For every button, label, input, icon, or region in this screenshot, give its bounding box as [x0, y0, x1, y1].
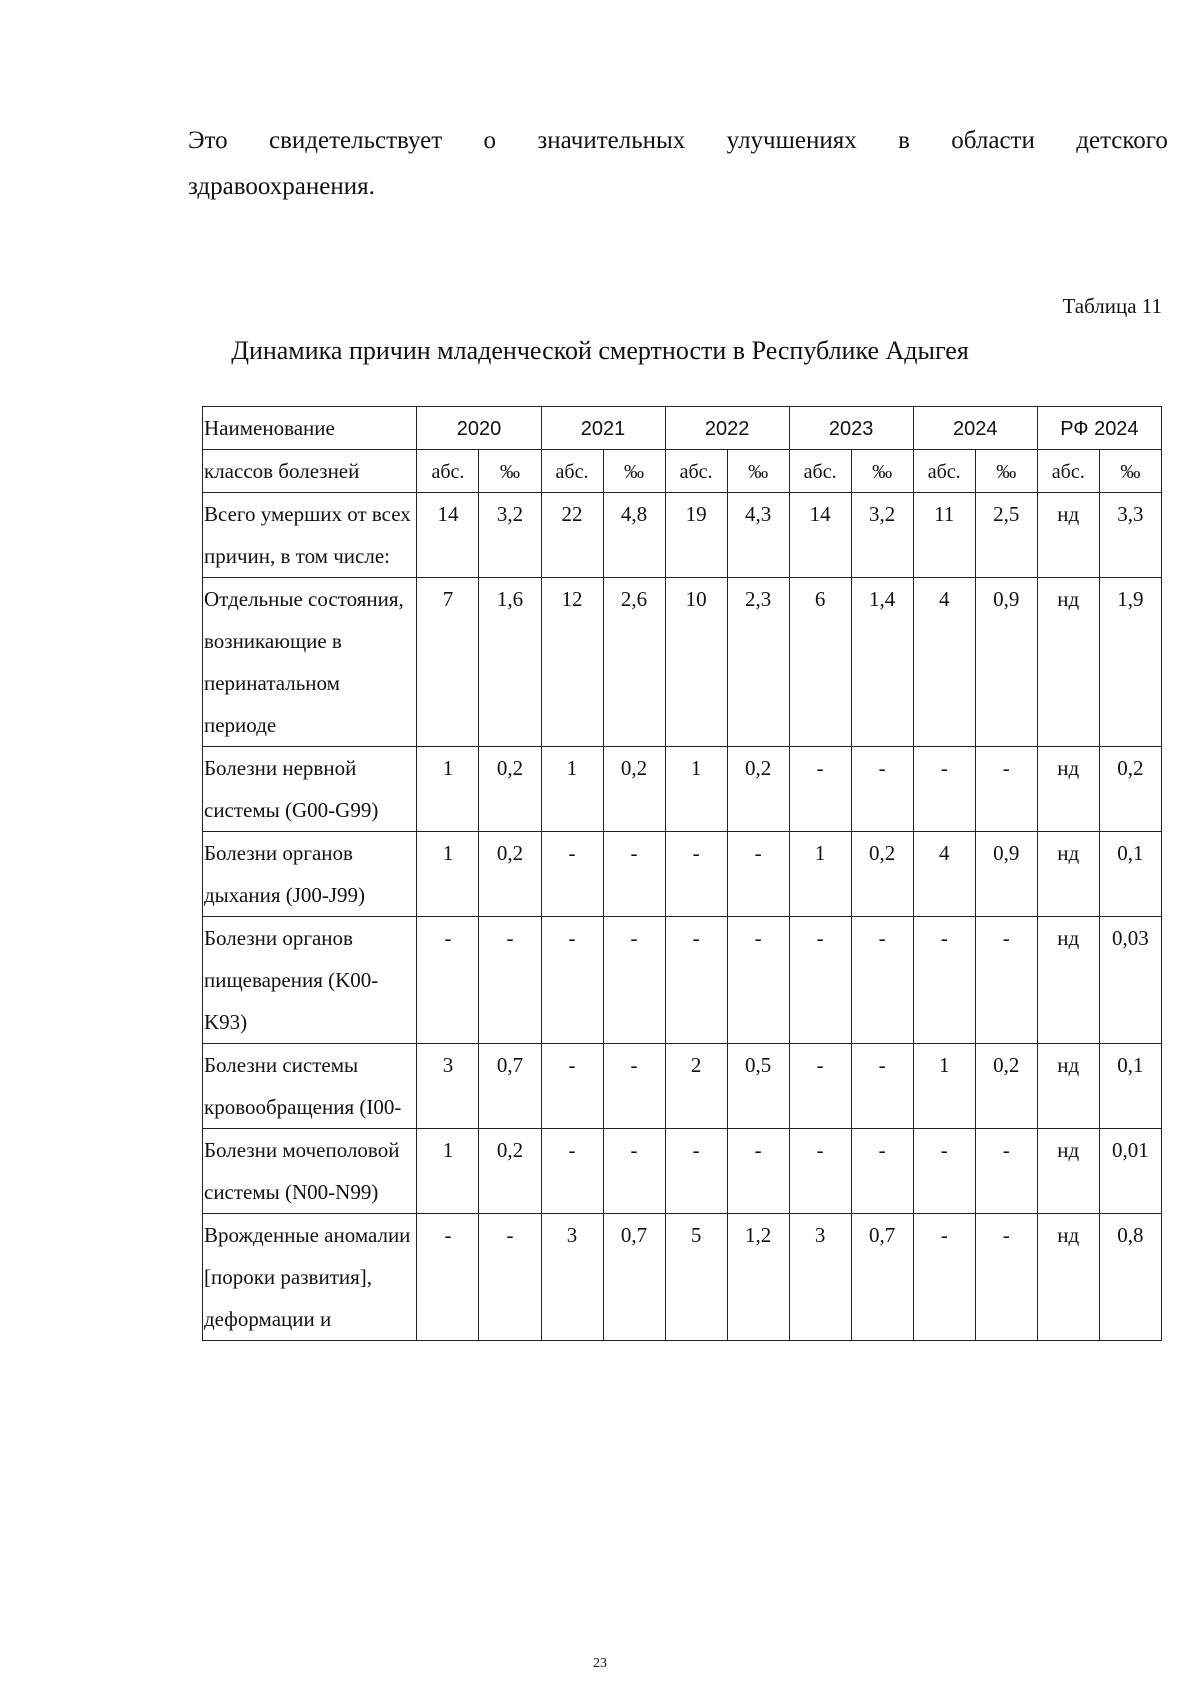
value-cell: 0,7 [851, 1214, 913, 1341]
value-cell: - [541, 1129, 603, 1214]
value-cell: - [603, 1129, 665, 1214]
value-cell: - [665, 832, 727, 917]
subheader-cell: абс. [665, 450, 727, 493]
intro-word: Это [188, 127, 228, 154]
value-cell: 7 [417, 578, 479, 747]
value-cell: - [913, 1214, 975, 1341]
value-cell: - [913, 747, 975, 832]
name-header-line1: Наименование [204, 416, 335, 440]
value-cell: - [541, 832, 603, 917]
value-cell: 12 [541, 578, 603, 747]
value-cell: 5 [665, 1214, 727, 1341]
value-cell: 2,6 [603, 578, 665, 747]
value-cell: - [913, 1129, 975, 1214]
intro-word: значительных [537, 127, 686, 154]
value-cell: 0,5 [727, 1044, 789, 1129]
value-cell: - [727, 917, 789, 1044]
value-cell: 1 [665, 747, 727, 832]
page-number: 23 [593, 1656, 607, 1671]
year-header-cell: 2021 [541, 407, 665, 450]
value-cell: - [975, 917, 1037, 1044]
value-cell: 22 [541, 493, 603, 578]
value-cell: - [975, 1214, 1037, 1341]
value-cell: 4,3 [727, 493, 789, 578]
value-cell: 0,2 [603, 747, 665, 832]
value-cell: 14 [789, 493, 851, 578]
value-cell: 0,7 [479, 1044, 541, 1129]
value-cell: 0,9 [975, 578, 1037, 747]
value-cell: нд [1037, 578, 1099, 747]
infant-mortality-table [202, 406, 1162, 1341]
subheader-cell: абс. [541, 450, 603, 493]
value-cell: 0,1 [1099, 832, 1161, 917]
value-cell: 0,01 [1099, 1129, 1161, 1214]
disease-class-cell: Врожденные аномалии [пороки развития], деформации и [203, 1214, 417, 1341]
disease-class-cell: Отдельные состояния, возникающие в перинатальном периоде [203, 578, 417, 747]
value-cell: - [851, 747, 913, 832]
value-cell: 3 [417, 1044, 479, 1129]
disease-class-cell: Болезни системы кровообращения (I00- [203, 1044, 417, 1129]
value-cell: - [851, 917, 913, 1044]
value-cell: - [727, 1129, 789, 1214]
value-cell: 0,03 [1099, 917, 1161, 1044]
value-cell: - [603, 917, 665, 1044]
subheader-cell: ‰ [975, 450, 1037, 493]
table-row [203, 1214, 1162, 1341]
table-row [203, 1129, 1162, 1214]
value-cell: 3,2 [479, 493, 541, 578]
table-row [203, 747, 1162, 832]
value-cell: нд [1037, 832, 1099, 917]
value-cell: 2,3 [727, 578, 789, 747]
disease-class-cell: Болезни мочеполовой системы (N00-N99) [203, 1129, 417, 1214]
year-header-cell: 2022 [665, 407, 789, 450]
table-row [203, 578, 1162, 747]
year-header-cell: 2020 [417, 407, 541, 450]
value-cell: 4 [913, 832, 975, 917]
value-cell: 0,2 [975, 1044, 1037, 1129]
value-cell: - [727, 832, 789, 917]
value-cell: 0,2 [1099, 747, 1161, 832]
value-cell: 1,2 [727, 1214, 789, 1341]
value-cell: 2,5 [975, 493, 1037, 578]
disease-class-cell: Всего умерших от всех причин, в том числе: [203, 493, 417, 578]
value-cell: 6 [789, 578, 851, 747]
disease-class-cell: Болезни нервной системы (G00-G99) [203, 747, 417, 832]
value-cell: - [665, 917, 727, 1044]
subheader-cell: ‰ [1099, 450, 1161, 493]
value-cell: - [789, 747, 851, 832]
value-cell: 0,1 [1099, 1044, 1161, 1129]
value-cell: 0,2 [479, 747, 541, 832]
value-cell: - [851, 1044, 913, 1129]
intro-line-2: здравоохранения. [188, 173, 375, 200]
value-cell: нд [1037, 1129, 1099, 1214]
value-cell: 2 [665, 1044, 727, 1129]
value-cell: - [417, 917, 479, 1044]
value-cell: - [851, 1129, 913, 1214]
intro-word: детского [1076, 127, 1168, 154]
disease-class-cell: Болезни органов пищеварения (K00-K93) [203, 917, 417, 1044]
value-cell: нд [1037, 493, 1099, 578]
name-header-line2: классов болезней [204, 459, 360, 483]
subheader-row [203, 450, 1162, 493]
intro-paragraph [188, 118, 1168, 210]
value-cell: 3,2 [851, 493, 913, 578]
subheader-cell: абс. [417, 450, 479, 493]
intro-word: области [951, 127, 1035, 154]
value-cell: 1,6 [479, 578, 541, 747]
intro-word: о [483, 127, 497, 154]
value-cell: 1,9 [1099, 578, 1161, 747]
value-cell: 4,8 [603, 493, 665, 578]
intro-word: свидетельствует [268, 127, 443, 154]
value-cell: 1 [417, 832, 479, 917]
year-header-cell: 2023 [789, 407, 913, 450]
subheader-cell: абс. [789, 450, 851, 493]
subheader-cell: абс. [913, 450, 975, 493]
subheader-cell: ‰ [603, 450, 665, 493]
value-cell: - [479, 1214, 541, 1341]
table-body [203, 493, 1162, 1341]
table-row [203, 1044, 1162, 1129]
table-row [203, 917, 1162, 1044]
subheader-cell: ‰ [851, 450, 913, 493]
value-cell: - [913, 917, 975, 1044]
table-header [203, 407, 1162, 493]
value-cell: 0,2 [727, 747, 789, 832]
value-cell: 10 [665, 578, 727, 747]
value-cell: нд [1037, 747, 1099, 832]
disease-class-cell: Болезни органов дыхания (J00-J99) [203, 832, 417, 917]
value-cell: 14 [417, 493, 479, 578]
name-header-cell-2 [203, 450, 417, 493]
intro-line-1 [188, 118, 1168, 164]
value-cell: 1 [789, 832, 851, 917]
value-cell: 0,9 [975, 832, 1037, 917]
value-cell: 0,2 [851, 832, 913, 917]
value-cell: 0,8 [1099, 1214, 1161, 1341]
year-header-cell: РФ 2024 [1037, 407, 1161, 450]
value-cell: - [417, 1214, 479, 1341]
table-label: Таблица 11 [1062, 294, 1162, 318]
value-cell: 3,3 [1099, 493, 1161, 578]
table-row [203, 832, 1162, 917]
value-cell: 1 [417, 747, 479, 832]
table-row [203, 493, 1162, 578]
value-cell: - [603, 832, 665, 917]
value-cell: - [665, 1129, 727, 1214]
intro-word: улучшениях [726, 127, 857, 154]
value-cell: - [541, 917, 603, 1044]
year-header-row [203, 407, 1162, 450]
value-cell: - [975, 747, 1037, 832]
value-cell: 1 [913, 1044, 975, 1129]
value-cell: 0,2 [479, 832, 541, 917]
value-cell: 11 [913, 493, 975, 578]
subheader-cell: абс. [1037, 450, 1099, 493]
value-cell: - [789, 917, 851, 1044]
subheader-cell: ‰ [479, 450, 541, 493]
value-cell: 0,2 [479, 1129, 541, 1214]
value-cell: нд [1037, 1044, 1099, 1129]
year-header-cell: 2024 [913, 407, 1037, 450]
value-cell: - [789, 1044, 851, 1129]
value-cell: - [975, 1129, 1037, 1214]
value-cell: 3 [541, 1214, 603, 1341]
value-cell: нд [1037, 1214, 1099, 1341]
table-title: Динамика причин младенческой смертности в Республике Адыгея [231, 336, 969, 365]
name-header-cell [203, 407, 417, 450]
value-cell: 0,7 [603, 1214, 665, 1341]
value-cell: 1,4 [851, 578, 913, 747]
value-cell: - [603, 1044, 665, 1129]
value-cell: 19 [665, 493, 727, 578]
subheader-cell: ‰ [727, 450, 789, 493]
value-cell: - [789, 1129, 851, 1214]
value-cell: 1 [541, 747, 603, 832]
value-cell: 4 [913, 578, 975, 747]
intro-word: в [898, 127, 910, 154]
value-cell: - [479, 917, 541, 1044]
value-cell: 1 [417, 1129, 479, 1214]
value-cell: нд [1037, 917, 1099, 1044]
value-cell: 3 [789, 1214, 851, 1341]
value-cell: - [541, 1044, 603, 1129]
